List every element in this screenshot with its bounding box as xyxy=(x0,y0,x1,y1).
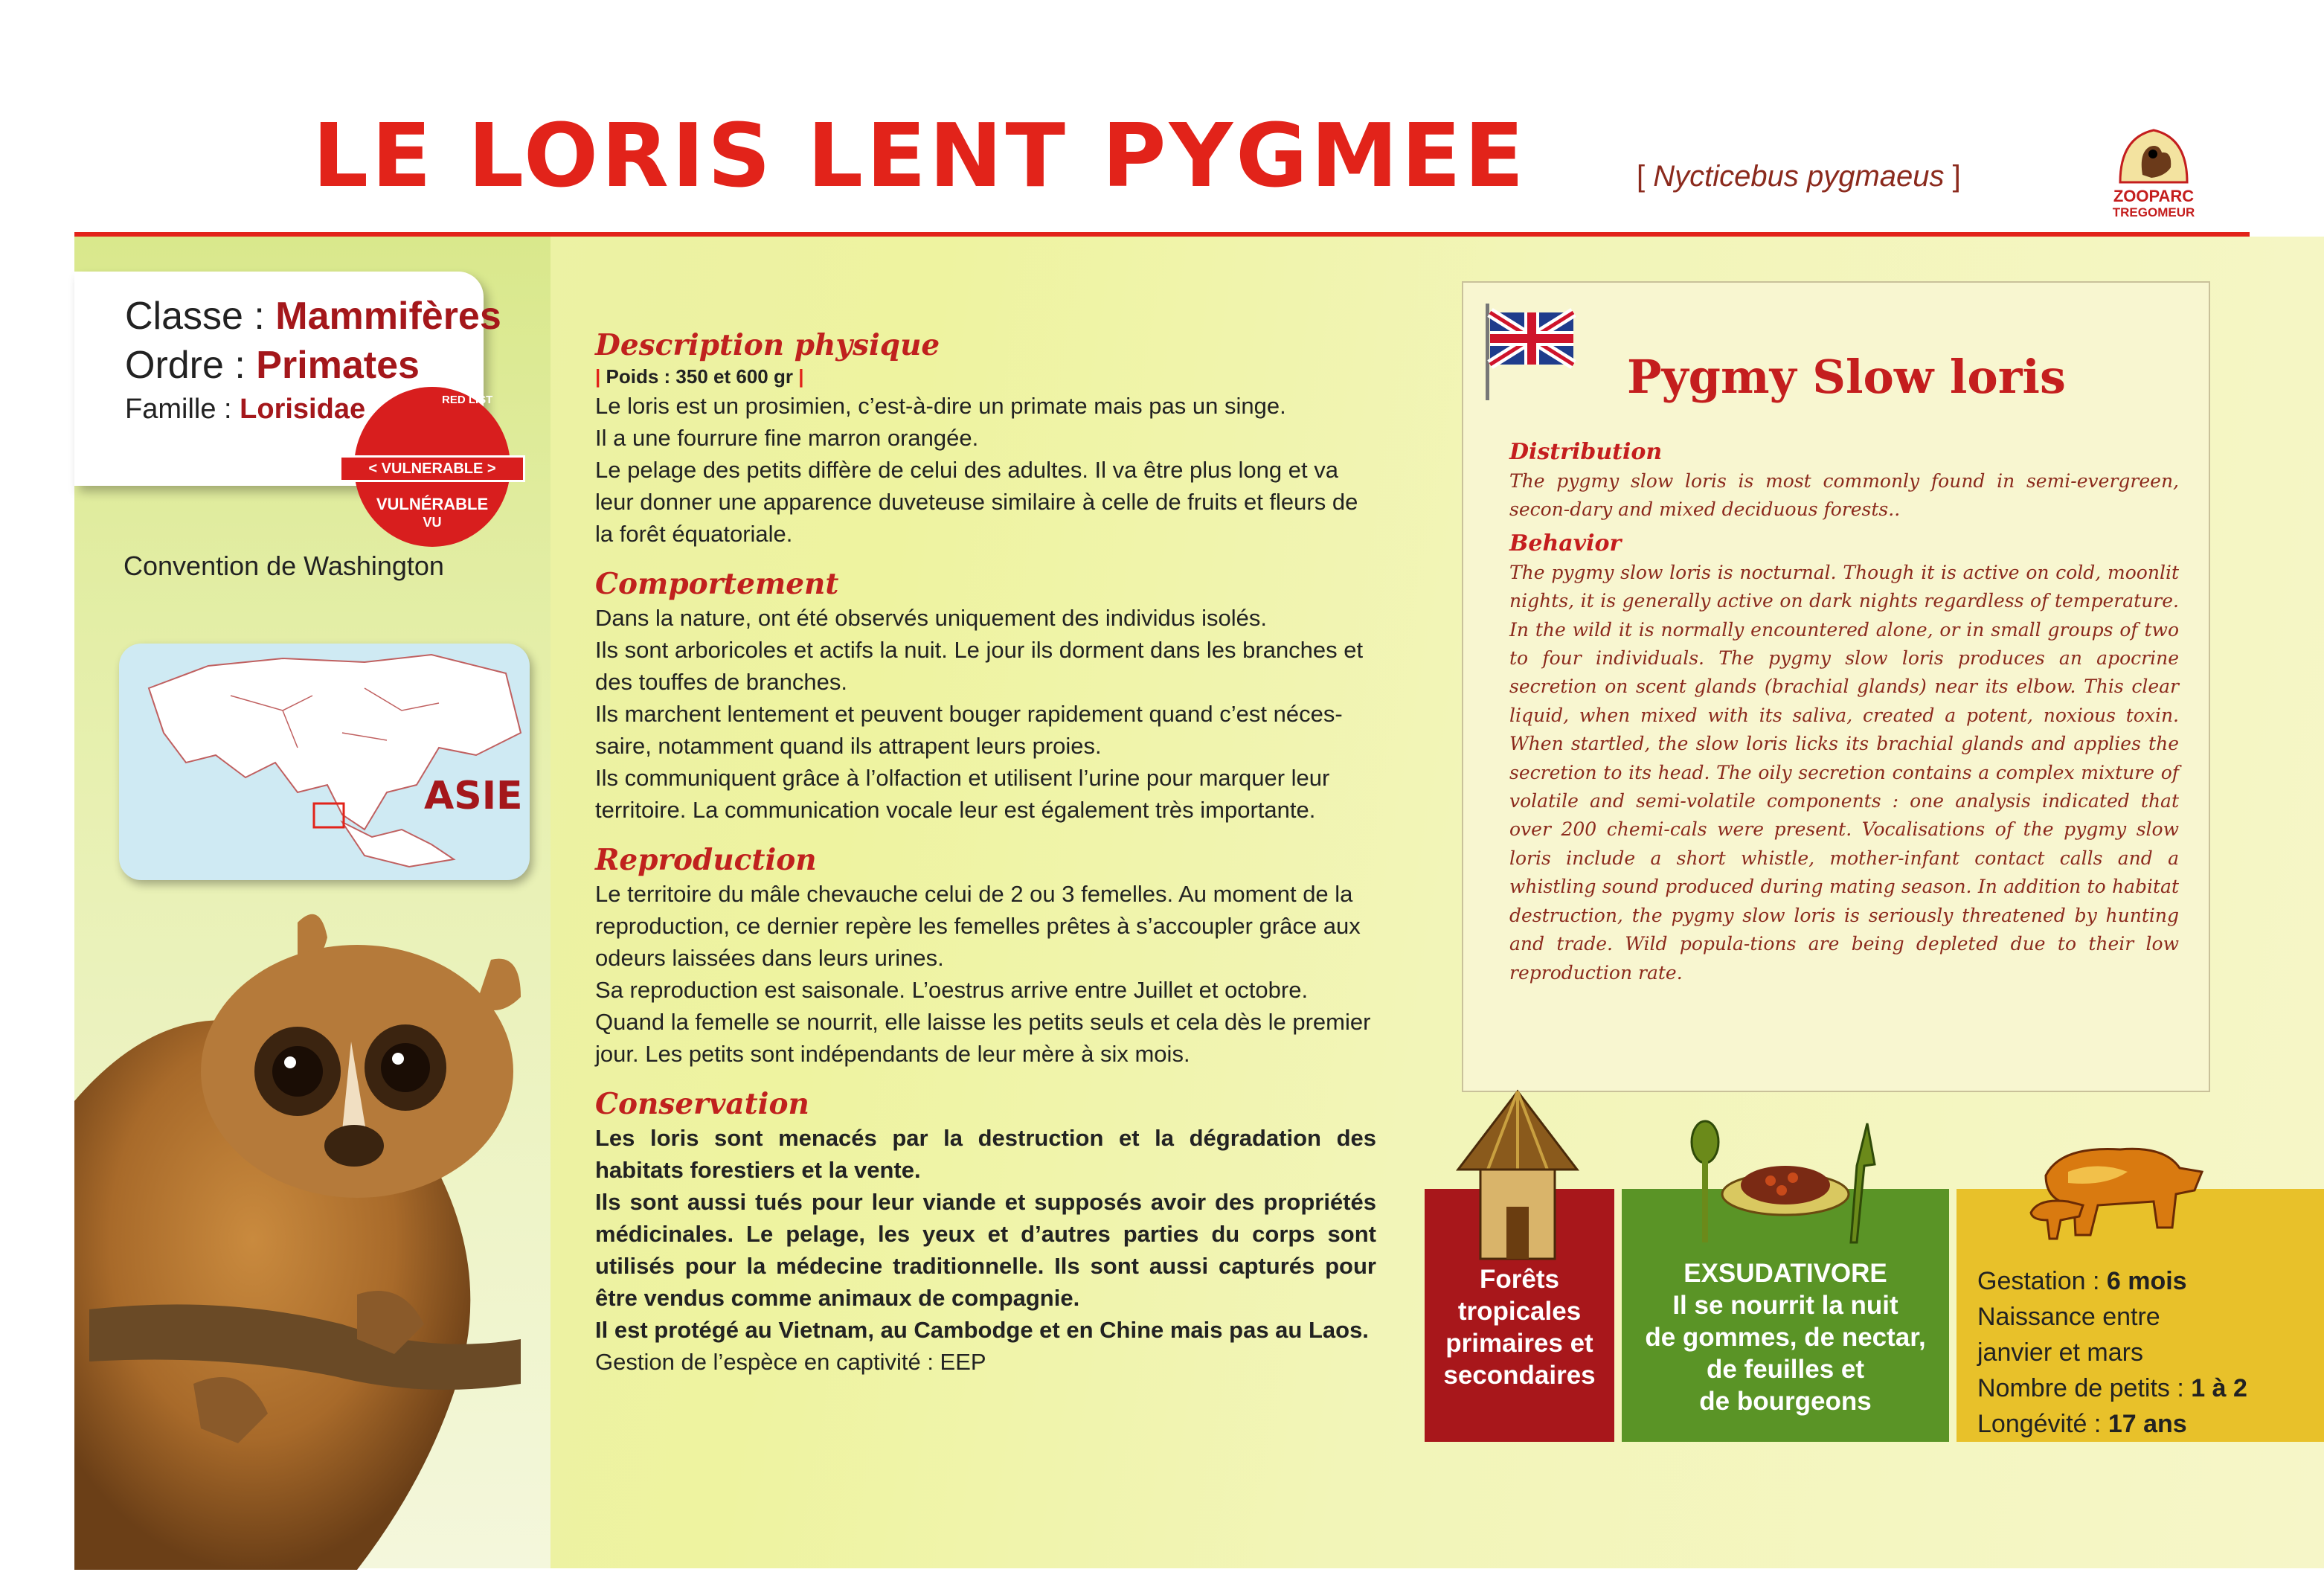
cites-label: Convention de Washington xyxy=(123,551,444,581)
loris-photo xyxy=(74,908,550,1570)
longevite-row: Longévité : 17 ans xyxy=(1977,1410,2187,1438)
reproduction-line: Le territoire du mâle chevauche celui de 2 ou 3 femelles. Au moment de la reproduction, ce dernier repère les femelles prêtes à s’accoupler grâce aux odeurs laissées dans leurs urines. xyxy=(595,881,1361,971)
behaviour-line: Dans la nature, ont été observés uniquement des individus isolés. xyxy=(595,605,1267,631)
petits-row: Nombre de petits : 1 à 2 xyxy=(1977,1374,2247,1402)
zooparc-logo: ZOOPARC TREGOMEUR xyxy=(2105,115,2202,219)
english-body xyxy=(1509,437,2179,987)
mother-baby-animal-icon xyxy=(2016,1131,2209,1246)
asia-map-icon xyxy=(119,644,530,880)
description-line: Le loris est un prosimien, c’est-à-dire un primate mais pas un singe. xyxy=(595,393,1286,419)
famille-row: Famille : Lorisidae xyxy=(125,394,366,425)
english-panel xyxy=(1462,281,2210,1092)
diet-card: EXSUDATIVORE Il se nourrit la nuit de gommes, de nectar, de feuilles et de bourgeons xyxy=(1622,1189,1949,1442)
gestation-row: Gestation : 6 mois xyxy=(1977,1267,2187,1295)
iucn-status-fr: VULNÉRABLE VU xyxy=(376,495,489,530)
ordre-row: Ordre : Primates xyxy=(125,344,420,387)
habitat-card: Forêts tropicales primaires et secondaires xyxy=(1425,1189,1614,1442)
naissance-row-2: janvier et mars xyxy=(1977,1338,2143,1367)
captivity-line: Gestion de l’espèce en captivité : EEP xyxy=(595,1349,986,1375)
iucn-badge xyxy=(354,387,510,547)
distribution-map xyxy=(119,644,530,880)
reproduction-line: Quand la femelle se nourrit, elle laisse les petits seuls et cela dès le premier jour. Les petits sont indépendants de leur mère à six mois. xyxy=(595,1009,1371,1067)
description-heading: Description physique xyxy=(595,328,940,362)
scientific-name-text: Nycticebus pygmaeus xyxy=(1653,160,1945,193)
loris-photo-icon xyxy=(74,908,550,1570)
weight-line: | Poids : 350 et 600 gr | xyxy=(595,365,804,388)
distribution-text: The pygmy slow loris is most commonly found in semi-evergreen, secon-dary and mixed deciduous forests.. xyxy=(1509,470,2179,521)
behaviour-line: Ils marchent lentement et peuvent bouger rapidement quand c’est néces-saire, notamment quand ils attrapent leurs proies. xyxy=(595,701,1343,759)
description-line: Il a une fourrure fine marron orangée. xyxy=(595,425,979,451)
french-description xyxy=(595,327,1376,1378)
english-title: Pygmy Slow loris xyxy=(1627,350,2066,404)
map-region-label: ASIE xyxy=(424,774,523,818)
hut-icon xyxy=(1451,1088,1585,1270)
uk-flag-icon xyxy=(1481,304,1585,404)
scientific-name: [ Nycticebus pygmaeus ] xyxy=(1637,160,1961,193)
description-line: Le pelage des petits diffère de celui des adultes. Il va être plus long et va leur donner une apparence duveteuse similaire à celle de fruits et fleurs de la forêt équatoriale. xyxy=(595,457,1358,547)
reproduction-heading: Reproduction xyxy=(595,843,817,877)
classe-row: Classe : Mammifères xyxy=(125,295,501,338)
title-rule xyxy=(74,232,2250,237)
distribution-heading: Distribution xyxy=(1509,439,1663,465)
food-icon xyxy=(1689,1120,1882,1250)
diet-title: EXSUDATIVORE xyxy=(1683,1259,1887,1288)
conservation-line: Ils sont aussi tués pour leur viande et supposés avoir des propriétés médicinales. Le pelage, les yeux et d’autres parties du corps sont utilisés pour la médecine traditionnelle. Ils sont aussi capturés pour être vendus comme animaux de compagnie. xyxy=(595,1189,1376,1311)
conservation-line: Il est protégé au Vietnam, au Cambodge et en Chine mais pas au Laos. xyxy=(595,1317,1369,1343)
conservation-line: Les loris sont menacés par la destruction et la dégradation des habitats forestiers et la vente. xyxy=(595,1125,1376,1183)
behaviour-heading: Comportement xyxy=(595,567,839,601)
iucn-status-en: < VULNERABLE > xyxy=(339,455,525,482)
stats-list xyxy=(1977,1263,2247,1442)
behavior-heading: Behavior xyxy=(1509,530,1622,556)
behaviour-line: Ils sont arboricoles et actifs la nuit. Le jour ils dorment dans les branches et des touffes de branches. xyxy=(595,637,1364,695)
zooparc-logo-icon xyxy=(2105,115,2202,190)
conservation-heading: Conservation xyxy=(595,1087,809,1121)
red-list-label: RED LIST xyxy=(442,394,493,406)
behaviour-line: Ils communiquent grâce à l’olfaction et utilisent l’urine pour marquer leur territoire. La communication vocale leur est également très importante. xyxy=(595,765,1330,823)
reproduction-line: Sa reproduction est saisonale. L’oestrus arrive entre Juillet et octobre. xyxy=(595,977,1309,1003)
naissance-row: Naissance entre xyxy=(1977,1303,2160,1331)
behavior-text: The pygmy slow loris is nocturnal. Though it is active on cold, moonlit nights, it is generally active on dark nights regardless of temperature. In the wild it is normally encountered alone, or in small groups of two to four individuals. The pygmy slow loris produces an apocrine secretion on scent glands (brachial glands) near its elbow. This clear liquid, when mixed with its saliva, created a potent, noxious toxin. When startled, the slow loris licks its brachial glands and applies the secretion to its head. The oily secretion contains a complex mixture of volatile and semi-volatile components : one analysis indicated that over 200 chemi-cals were present. Vocalisations of the pygmy slow loris include a short whistle, mother-infant contact calls and a whistling sound produced during mating season. In addition to habitat destruction, the pygmy slow loris is seriously threatened by hunting and trade. Wild popula-tions are being depleted due to their low reproduction rate. xyxy=(1509,561,2179,984)
page-title: LE LORIS LENT PYGMEE xyxy=(312,104,1527,207)
